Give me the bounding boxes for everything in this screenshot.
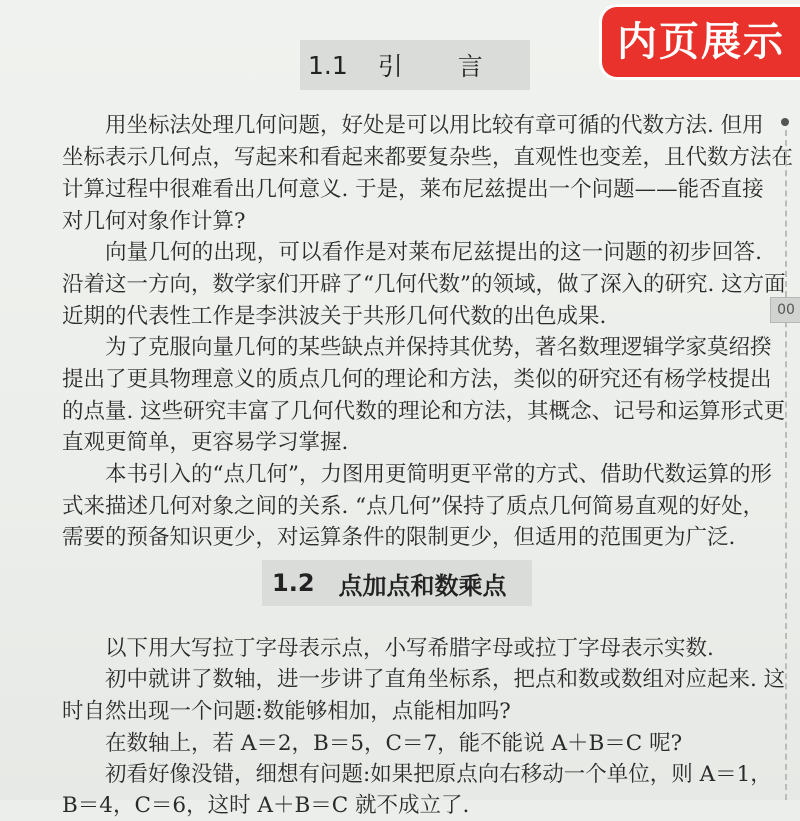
text-line: 沿着这一方向，数学家们开辟了“几何代数”的领域，做了深入的研究. 这方面 (62, 272, 786, 297)
text-line: 需要的预备知识更少，对运算条件的限制更少，但适用的范围更为广泛. (62, 525, 736, 550)
text-line: 提出了更具物理意义的质点几何的理论和方法，类似的研究还有杨学枝提出 (62, 367, 772, 392)
text-line: 式来描述几何对象之间的关系. “点几何”保持了质点几何简易直观的好处， (62, 494, 765, 519)
text-line: 对几何对象作计算? (62, 209, 246, 234)
text-line: 本书引入的“点几何”，力图用更简明更平常的方式、借助代数运算的形 (105, 462, 772, 487)
margin-dashed-rule (785, 120, 787, 800)
margin-tab: 00 (770, 297, 800, 323)
text-line: 初看好像没错，细想有问题:如果把原点向右移动一个单位，则 A＝1， (105, 762, 772, 787)
section-heading-1-2 (262, 560, 532, 606)
text-line: B＝4，C＝6，这时 A＋B＝C 就不成立了. (62, 793, 470, 818)
section-number: 1.1 (308, 50, 348, 80)
text-line: 在数轴上，若 A＝2，B＝5，C＝7，能不能说 A＋B＝C 呢? (105, 731, 683, 756)
text-line: 初中就讲了数轴，进一步讲了直角坐标系，把点和数或数组对应起来. 这 (105, 667, 786, 692)
text-line: 近期的代表性工作是李洪波关于共形几何代数的出色成果. (62, 304, 607, 329)
margin-dot (781, 118, 789, 126)
section-number: 1.2 (272, 569, 315, 597)
text-line: 向量几何的出现，可以看作是对莱布尼兹提出的这一问题的初步回答. (105, 240, 762, 265)
text-line: 为了克服向量几何的某些缺点并保持其优势，著名数理逻辑学家莫绍揆 (105, 335, 772, 360)
section-heading-1-1 (300, 40, 530, 90)
text-line: 的点量. 这些研究丰富了几何代数的理论和方法，其概念、记号和运算形式更 (62, 399, 786, 424)
text-line: 以下用大写拉丁字母表示点，小写希腊字母或拉丁字母表示实数. (105, 636, 714, 661)
text-line: 坐标表示几何点，写起来和看起来都要复杂些，直观性也变差，且代数方法在 (62, 145, 794, 170)
inner-page-badge: 内页展示 (599, 4, 800, 80)
section-title-part2: 言 (457, 52, 483, 81)
section-title: 点加点和数乘点 (338, 571, 507, 600)
text-line: 计算过程中很难看出几何意义. 于是，莱布尼兹提出一个问题——能否直接 (62, 177, 764, 202)
text-line: 用坐标法处理几何问题，好处是可以用比较有章可循的代数方法. 但用 (105, 113, 764, 138)
text-line: 时自然出现一个问题:数能够相加，点能相加吗? (62, 699, 511, 724)
text-line: 直观更简单，更容易学习掌握. (62, 430, 349, 455)
section-title-part1: 引 (377, 52, 403, 81)
